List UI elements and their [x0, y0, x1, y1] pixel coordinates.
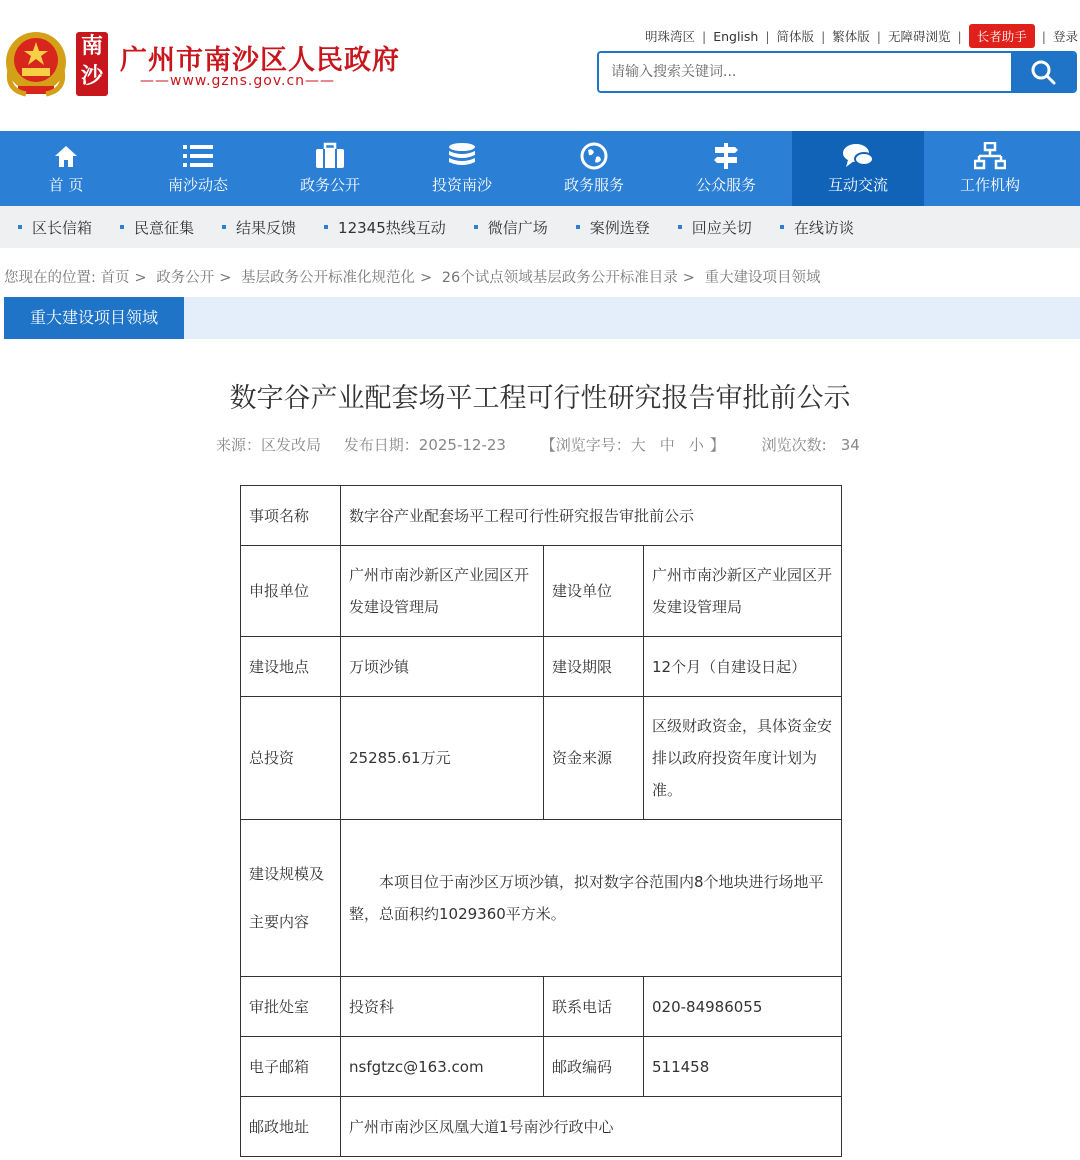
cell-value: 25285.61万元 — [341, 697, 544, 820]
site-title[interactable]: 广州市南沙区人民政府 — [120, 45, 400, 76]
font-size-small[interactable]: 小 — [688, 436, 704, 454]
bullet-icon — [120, 225, 124, 229]
toplink-elder-assistant[interactable]: 长者助手 — [969, 24, 1035, 48]
nav-nansha-news[interactable]: 南沙动态 — [132, 131, 264, 206]
cell-label: 事项名称 — [241, 486, 341, 546]
breadcrumb-home[interactable]: 首页 — [100, 270, 130, 286]
toplink-traditional[interactable]: 繁体版 — [832, 29, 870, 44]
breadcrumb-major-projects[interactable]: 重大建设项目领域 — [704, 270, 821, 286]
cell-label: 邮政地址 — [241, 1097, 341, 1157]
nav-interaction[interactable]: 互动交流 — [792, 131, 924, 206]
font-size-switcher: 【浏览字号：大 中 小 】 — [540, 436, 725, 454]
top-links: 明珠湾区 | English | 简体版 | 繁体版 | 无障碍浏览 | 长者助手 | 登录 — [645, 24, 1078, 48]
subnav-wechat-square[interactable]: 微信广场 — [474, 217, 548, 238]
bullet-icon — [324, 225, 328, 229]
table-row — [241, 546, 842, 637]
breadcrumb-gov-affairs[interactable]: 政务公开 — [156, 270, 215, 286]
view-count-label: 浏览次数: — [761, 436, 827, 454]
cell-value: 万顷沙镇 — [341, 637, 544, 697]
cell-value: 511458 — [644, 1037, 842, 1097]
chat-icon — [842, 142, 874, 170]
table-row — [241, 820, 842, 977]
cell-label: 资金来源 — [544, 697, 644, 820]
nav-gov-services[interactable]: 政务服务 — [528, 131, 660, 206]
cell-value: 区级财政资金，具体资金安排以政府投资年度计划为准。 — [644, 697, 842, 820]
breadcrumb-standardization[interactable]: 基层政务公开标准化规范化 — [241, 270, 416, 286]
article-date: 发布日期：2025-12-23 — [343, 436, 506, 454]
table-row — [241, 697, 842, 820]
cell-value: 本项目位于南沙区万顷沙镇，拟对数字谷范围内8个地块进行场地平整，总面积约1029360平方米。 — [341, 820, 842, 977]
search-icon — [1030, 59, 1056, 85]
cell-value: 广州市南沙新区产业园区开发建设管理局 — [341, 546, 544, 637]
bullet-icon — [18, 225, 22, 229]
subnav-result-feedback[interactable]: 结果反馈 — [222, 217, 296, 238]
nav-government-affairs[interactable]: 政务公开 — [264, 131, 396, 206]
cell-label: 建设地点 — [241, 637, 341, 697]
bullet-icon — [222, 225, 226, 229]
sub-nav — [0, 206, 1080, 248]
section-tab-major-projects[interactable]: 重大建设项目领域 — [4, 297, 184, 339]
cell-label: 建设期限 — [544, 637, 644, 697]
site-url: ——www.gzns.gov.cn—— — [140, 73, 336, 89]
coins-icon — [447, 142, 477, 170]
table-row — [241, 1037, 842, 1097]
nav-invest-nansha[interactable]: 投资南沙 — [396, 131, 528, 206]
font-size-medium[interactable]: 中 — [659, 436, 675, 454]
view-count: 34 — [840, 436, 860, 454]
bullet-icon — [474, 225, 478, 229]
cell-value: 广州市南沙新区产业园区开发建设管理局 — [644, 546, 842, 637]
nav-public-services[interactable]: 公众服务 — [660, 131, 792, 206]
main-nav — [0, 131, 1080, 206]
article-meta — [216, 434, 878, 455]
header — [0, 0, 1080, 130]
toplink-login[interactable]: 登录 — [1052, 29, 1078, 44]
globe-icon — [580, 142, 608, 170]
cell-label: 电子邮箱 — [241, 1037, 341, 1097]
cell-value: 广州市南沙区凤凰大道1号南沙行政中心 — [341, 1097, 842, 1157]
cell-label: 申报单位 — [241, 546, 341, 637]
cell-value: 数字谷产业配套场平工程可行性研究报告审批前公示 — [341, 486, 842, 546]
subnav-12345-hotline[interactable]: 12345热线互动 — [324, 217, 446, 238]
toplink-simplified[interactable]: 简体版 — [776, 29, 815, 44]
cell-value: 020-84986055 — [644, 977, 842, 1037]
toplink-mingzhu-bay[interactable]: 明珠湾区 — [644, 29, 695, 44]
nav-home[interactable]: 首 页 — [0, 131, 132, 206]
font-size-large[interactable]: 大 — [630, 436, 646, 454]
breadcrumb: 您现在的位置: 首页 > 政务公开 > 基层政务公开标准化规范化 > 26个试点领域基层政务公开标准目录 > 重大建设项目领域 — [4, 270, 821, 286]
search-box — [597, 51, 1077, 93]
cell-label: 审批处室 — [241, 977, 341, 1037]
cell-label: 联系电话 — [544, 977, 644, 1037]
subnav-opinion-collection[interactable]: 民意征集 — [120, 217, 194, 238]
table-row — [241, 486, 842, 546]
toplink-accessibility[interactable]: 无障碍浏览 — [888, 29, 951, 44]
toplink-english[interactable]: English — [713, 28, 759, 44]
bullet-icon — [780, 225, 784, 229]
cell-value: nsfgtzc@163.com — [341, 1037, 544, 1097]
bullet-icon — [678, 225, 682, 229]
search-button[interactable] — [1011, 53, 1075, 91]
nansha-seal-logo: 南 沙 — [76, 32, 108, 96]
briefcase-icon — [315, 142, 345, 170]
project-info-table — [240, 485, 842, 1157]
cell-value: 12个月（自建设日起） — [644, 637, 842, 697]
table-row — [241, 977, 842, 1037]
breadcrumb-26-domains[interactable]: 26个试点领域基层政务公开标准目录 — [441, 270, 678, 286]
table-row — [241, 637, 842, 697]
cell-label: 总投资 — [241, 697, 341, 820]
cell-label: 建设规模及主要内容 — [241, 820, 341, 977]
list-icon — [182, 142, 214, 170]
subnav-district-mayor-mailbox[interactable]: 区长信箱 — [18, 217, 92, 238]
article-title: 数字谷产业配套场平工程可行性研究报告审批前公示 — [229, 383, 851, 414]
bullet-icon — [576, 225, 580, 229]
cell-value: 投资科 — [341, 977, 544, 1037]
org-chart-icon — [974, 142, 1006, 170]
subnav-respond-concerns[interactable]: 回应关切 — [678, 217, 752, 238]
nav-work-agencies[interactable]: 工作机构 — [924, 131, 1056, 206]
signpost-icon — [712, 142, 740, 170]
home-icon — [52, 142, 80, 170]
subnav-case-selection[interactable]: 案例选登 — [576, 217, 650, 238]
table-row — [241, 1097, 842, 1157]
article-source: 来源：区发改局 — [216, 436, 322, 454]
subnav-online-interview[interactable]: 在线访谈 — [780, 217, 854, 238]
search-input[interactable] — [599, 53, 1011, 91]
cell-label: 邮政编码 — [544, 1037, 644, 1097]
cell-label: 建设单位 — [544, 546, 644, 637]
section-bar — [4, 297, 1080, 339]
national-emblem-icon — [4, 30, 68, 98]
